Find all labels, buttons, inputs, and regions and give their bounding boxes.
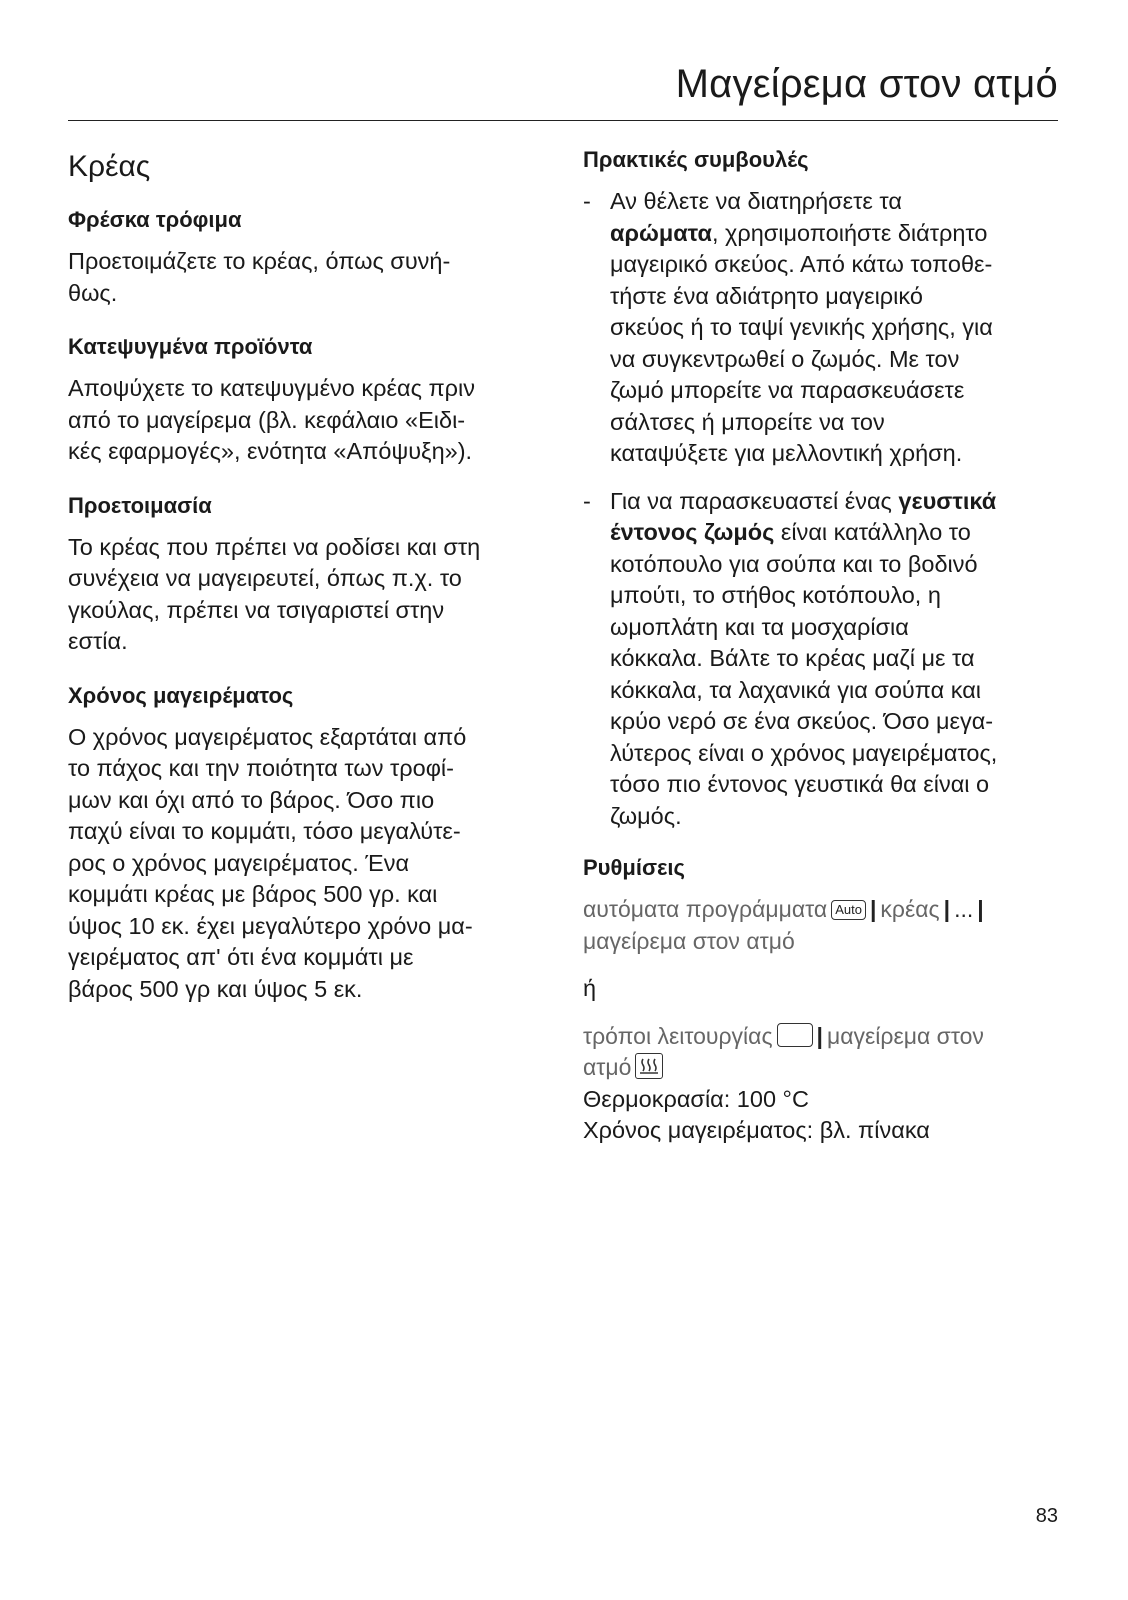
text-frozen: Αποψύχετε το κατεψυγμένο κρέας πριν από το μαγείρεμα (βλ. κεφάλαιο «Ειδι- κές εφαρμογές», ενότητα «Απόψυξη»).: [68, 375, 475, 464]
heading-cooking-time: Χρόνος μαγειρέματος: [68, 682, 294, 708]
menu-path-mode: τρόποι λειτουργίας | μαγείρεμα στον ατμό: [583, 1022, 984, 1080]
auto-program-icon: Auto: [831, 900, 866, 920]
section-title: Κρέας: [68, 150, 151, 183]
text-cooking-time: Ο χρόνος μαγειρέματος εξαρτάται από το πάχος και την ποιότητα των τροφί- μων και όχι από το βάρος. Όσο πιο παχύ είναι το κομμάτι, τόσο μεγαλύτε- ρος ο χρόνος μαγειρέματος. Ένα κομμάτι κρέας με βάρος 500 γρ. και ύψος 10 εκ. έχει μεγαλύτερο χρόνο μα- γειρέματος απ' ότι ένα κομμάτι με βάρος 500 γρ και ύψος 5 εκ.: [68, 723, 473, 1002]
steam-cooking-icon: [635, 1053, 663, 1079]
tips-list: [583, 186, 1058, 832]
menu-path-auto: αυτόματα προγράμματα Auto | κρέας | ... | μαγείρεμα στον ατμό: [583, 896, 984, 954]
block-frozen: [68, 331, 553, 468]
heading-settings: Ρυθμίσεις: [583, 855, 685, 880]
temperature-setting: Θερμοκρασία: 100 °C: [583, 1085, 809, 1112]
tip-broth: - Για να παρασκευαστεί ένας γευστικά έντονος ζωμός είναι κατάλληλο το κοτόπουλο για σούπα και το βοδινό μπούτι, το στήθος κοτόπουλο, η ωμοπλάτη και τα μοσχαρίσια κόκκαλα. Βάλτε το κρέας μαζί με τα κόκκαλα, τα λαχανικά για σούπα και κρύο νερό σε ένα σκεύος. Όσο μεγα- λύτερος είναι ο χρόνος μαγειρέματος, τόσο πιο έντονος γευστικά θα είναι ο ζωμός.: [583, 487, 998, 829]
page-header: [68, 62, 1058, 121]
heading-fresh: Φρέσκα τρόφιμα: [68, 207, 242, 232]
page-number: 83: [1035, 1505, 1058, 1527]
operating-mode-icon: [777, 1023, 813, 1047]
right-column: [583, 142, 1058, 1147]
heading-tips: Πρακτικές συμβουλές: [583, 147, 809, 172]
block-preparation: [68, 490, 553, 658]
block-fresh: [68, 204, 553, 309]
cooking-time-setting: Χρόνος μαγειρέματος: βλ. πίνακα: [583, 1117, 930, 1143]
text-fresh: Προετοιμάζετε το κρέας, όπως συνή- θως.: [68, 248, 451, 306]
text-preparation: Το κρέας που πρέπει να ροδίσει και στη συνέχεια να μαγειρευτεί, όπως π.χ. το γκούλας, πρέπει να τσιγαριστεί στην εστία.: [68, 533, 481, 654]
or-text: ή: [583, 975, 597, 1001]
page-title: Μαγείρεμα στον ατμό: [675, 62, 1058, 106]
tip-aromas: - Αν θέλετε να διατηρήσετε τα αρώματα, χρησιμοποιήστε διάτρητο μαγειρικό σκεύος. Από κάτω τοποθε- τήστε ένα αδιάτρητο μαγειρικό σκεύος ή το ταψί γενικής χρήσης, για να συγκεντρωθεί ο ζωμός. Με τον ζωμό μπορείτε να παρασκευάσετε σάλτσες ή μπορείτε να τον καταψύξετε για μελλοντική χρήση.: [583, 188, 993, 466]
left-column: [68, 142, 553, 1027]
heading-preparation: Προετοιμασία: [68, 492, 212, 518]
heading-frozen: Κατεψυγμένα προϊόντα: [68, 334, 313, 359]
block-cooking-time: [68, 680, 553, 1006]
